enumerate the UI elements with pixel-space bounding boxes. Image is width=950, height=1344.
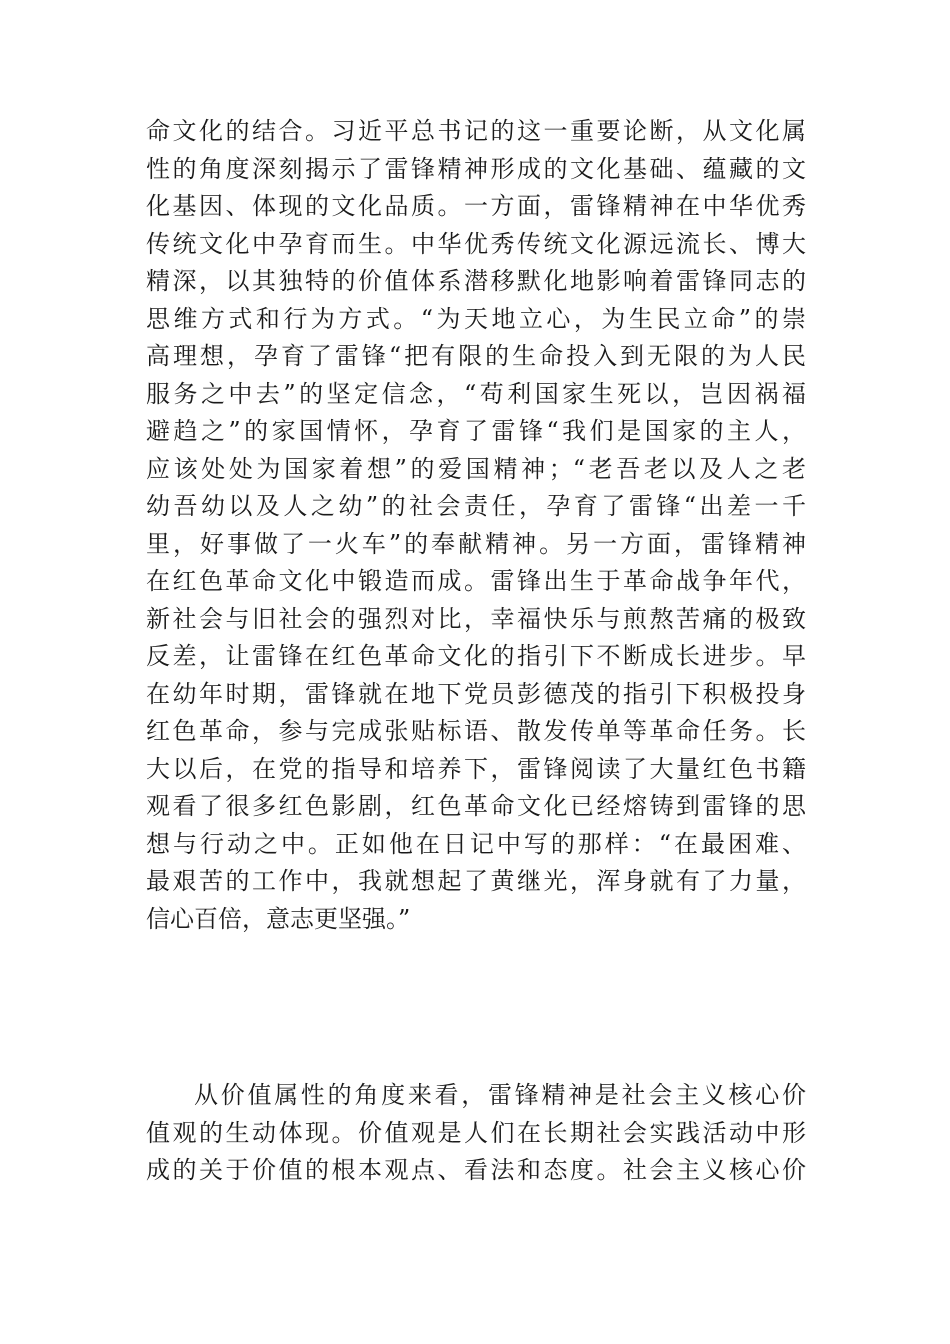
text-line: 避趋之”的家国情怀，孕育了雷锋“我们是国家的主人， [146, 417, 806, 445]
text-line: 精深，以其独特的价值体系潜移默化地影响着雷锋同志的 [146, 267, 806, 295]
text-line: 大以后，在党的指导和培养下，雷锋阅读了大量红色书籍 [146, 754, 806, 783]
text-line: 在幼年时期，雷锋就在地下党员彭德茂的指引下积极投身 [146, 679, 806, 708]
text-line: 命文化的结合。习近平总书记的这一重要论断，从文化属 [146, 117, 806, 145]
text-line: 新社会与旧社会的强烈对比，幸福快乐与煎熬苦痛的极致 [146, 604, 806, 633]
text-line: 反差，让雷锋在红色革命文化的指引下不断成长进步。早 [146, 642, 806, 670]
text-line: 从价值属性的角度来看，雷锋精神是社会主义核心价 [194, 1081, 806, 1109]
text-line: 传统文化中孕育而生。中华优秀传统文化源远流长、博大 [146, 229, 806, 258]
text-line: 高理想，孕育了雷锋“把有限的生命投入到无限的为人民 [146, 342, 806, 370]
text-line: 幼吾幼以及人之幼”的社会责任，孕育了雷锋“出差一千 [146, 492, 806, 520]
text-line: 在红色革命文化中锻造而成。雷锋出生于革命战争年代， [146, 567, 806, 595]
text-line: 化基因、体现的文化品质。一方面，雷锋精神在中华优秀 [146, 192, 806, 220]
text-line: 成的关于价值的根本观点、看法和态度。社会主义核心价 [146, 1156, 806, 1184]
text-line: 应该处处为国家着想”的爱国精神；“老吾老以及人之老 [146, 454, 806, 483]
text-line: 思维方式和行为方式。“为天地立心，为生民立命”的崇 [146, 304, 806, 333]
text-line: 观看了很多红色影剧，红色革命文化已经熔铸到雷锋的思 [146, 792, 806, 820]
text-line: 性的角度深刻揭示了雷锋精神形成的文化基础、蕴藏的文 [146, 154, 806, 183]
text-line: 值观的生动体现。价值观是人们在长期社会实践活动中形 [146, 1118, 806, 1147]
text-line: 想与行动之中。正如他在日记中写的那样：“在最困难、 [146, 829, 806, 858]
text-line: 红色革命，参与完成张贴标语、散发传单等革命任务。长 [146, 717, 806, 745]
text-line: 服务之中去”的坚定信念，“苟利国家生死以，岂因祸福 [146, 379, 806, 408]
text-line: 里，好事做了一火车”的奉献精神。另一方面，雷锋精神 [146, 529, 806, 558]
text-line: 最艰苦的工作中，我就想起了黄继光，浑身就有了力量， [146, 867, 806, 895]
paragraph-continued [146, 113, 806, 938]
text-line: 信心百倍，意志更坚强。” [146, 904, 411, 933]
paragraph-next [146, 1077, 806, 1190]
